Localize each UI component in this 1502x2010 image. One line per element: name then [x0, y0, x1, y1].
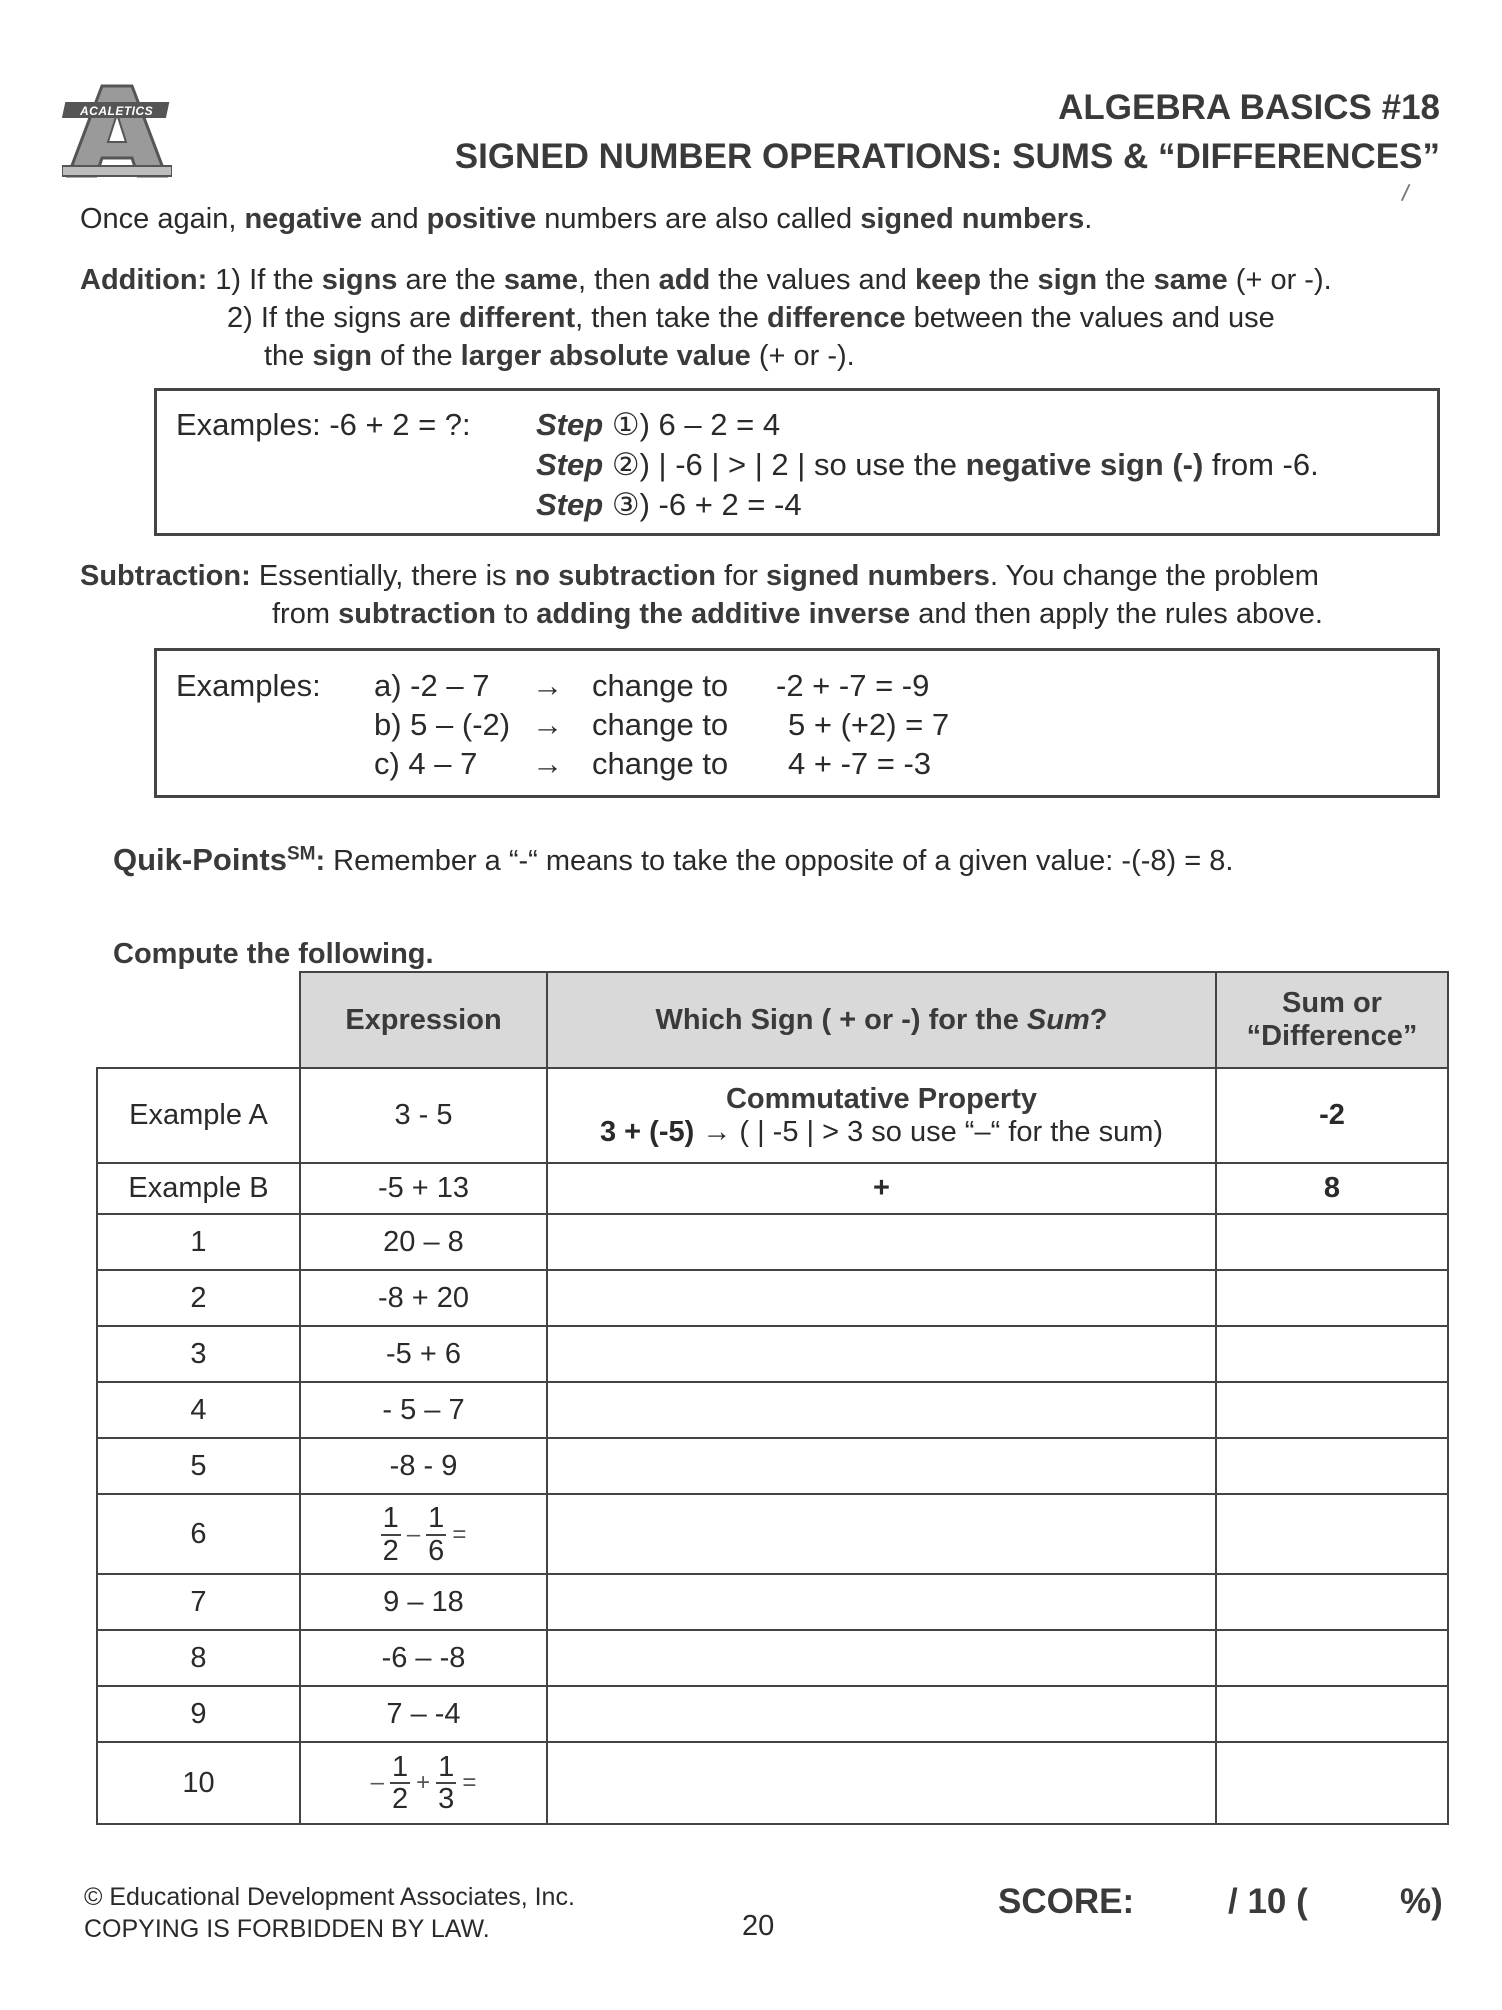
sign-answer-cell[interactable] [547, 1494, 1216, 1574]
row-number: 4 [97, 1382, 300, 1438]
row-expression: -8 - 9 [300, 1438, 547, 1494]
addition-step-2: Step ②) | -6 | > | 2 | so use the negative sign (-) from -6. [536, 447, 1319, 482]
example-b-expr: -5 + 13 [300, 1163, 547, 1214]
addition-rule-2: 2) If the signs are different, then take the difference between the values and use [227, 302, 1275, 334]
table-row [97, 1574, 1448, 1630]
subtraction-rule-2: from subtraction to adding the additive inverse and then apply the rules above. [272, 598, 1323, 630]
subtraction-examples-label: Examples: [176, 668, 321, 703]
example-a-answer: -2 [1216, 1068, 1448, 1163]
example-a-sign: Commutative Property 3 + (-5) → ( | -5 | > 3 so use “–“ for the sum) [547, 1068, 1216, 1163]
example-a-result: -2 + -7 = -9 [776, 668, 930, 703]
intro-line: Once again, negative and positive numbers are also called signed numbers. [80, 203, 1093, 235]
row-expression: 7 – -4 [300, 1686, 547, 1742]
example-b-result: 5 + (+2) = 7 [788, 707, 950, 742]
table-row [97, 1438, 1448, 1494]
header-blank [97, 972, 300, 1068]
table-row-example-a [97, 1068, 1448, 1163]
row-number: 3 [97, 1326, 300, 1382]
exercise-table [96, 971, 1449, 1825]
sum-answer-cell[interactable] [1216, 1686, 1448, 1742]
sum-answer-cell[interactable] [1216, 1630, 1448, 1686]
header-sign: Which Sign ( + or -) for the Sum? [547, 972, 1216, 1068]
example-a-label: Example A [97, 1068, 300, 1163]
addition-label: Addition: [80, 264, 208, 296]
example-c-change: change to [592, 746, 729, 781]
addition-rule-1: Addition: 1) If the signs are the same, then add the values and keep the sign the same (+ or -). [80, 264, 1332, 296]
worksheet-title: ALGEBRA BASICS #18 [1058, 88, 1440, 127]
table-row [97, 1494, 1448, 1574]
sign-answer-cell[interactable] [547, 1214, 1216, 1270]
row-expression: -5 + 6 [300, 1326, 547, 1382]
table-row [97, 1326, 1448, 1382]
addition-rule-2-cont: the sign of the larger absolute value (+ or -). [264, 340, 855, 372]
row-number: 1 [97, 1214, 300, 1270]
example-c-expression: c) 4 – 7 [374, 746, 478, 781]
row-expression: 9 – 18 [300, 1574, 547, 1630]
row-expression: -8 + 20 [300, 1270, 547, 1326]
pencil-mark: / [1399, 179, 1412, 208]
sum-answer-cell[interactable] [1216, 1438, 1448, 1494]
header-sum: Sum or “Difference” [1216, 972, 1448, 1068]
sign-answer-cell[interactable] [547, 1326, 1216, 1382]
table-row [97, 1630, 1448, 1686]
sum-answer-cell[interactable] [1216, 1742, 1448, 1824]
example-b-sign: + [547, 1163, 1216, 1214]
addition-step-3: Step ③) -6 + 2 = -4 [536, 487, 802, 522]
subtraction-rule-1: Subtraction: Essentially, there is no subtraction for signed numbers. You change the problem [80, 560, 1319, 592]
sign-answer-cell[interactable] [547, 1742, 1216, 1824]
row-expression-fraction: – 1 2 + $\frac{1}{3}$ = [300, 1742, 547, 1824]
example-a-change: change to [592, 668, 729, 703]
row-number: 5 [97, 1438, 300, 1494]
example-b-expression: b) 5 – (-2) [374, 707, 511, 742]
addition-step-1: Step ①) 6 – 2 = 4 [536, 407, 781, 442]
row-number: 6 [97, 1494, 300, 1574]
acaletics-logo [62, 80, 172, 180]
row-expression: 20 – 8 [300, 1214, 547, 1270]
sign-answer-cell[interactable] [547, 1630, 1216, 1686]
example-a-arrow: → [532, 668, 563, 703]
sum-answer-cell[interactable] [1216, 1574, 1448, 1630]
row-number: 8 [97, 1630, 300, 1686]
table-row [97, 1382, 1448, 1438]
sign-answer-cell[interactable] [547, 1270, 1216, 1326]
example-b-arrow: → [532, 707, 563, 742]
sum-answer-cell[interactable] [1216, 1214, 1448, 1270]
logo-text: ACALETICS [80, 104, 154, 118]
example-c-arrow: → [532, 746, 563, 781]
example-a-expression: a) -2 – 7 [374, 668, 490, 703]
example-b-label: Example B [97, 1163, 300, 1214]
worksheet-subtitle: SIGNED NUMBER OPERATIONS: SUMS & “DIFFERENCES” [454, 137, 1440, 176]
table-row [97, 1270, 1448, 1326]
row-number: 7 [97, 1574, 300, 1630]
page-number: 20 [742, 1910, 775, 1942]
score-label: SCORE: [998, 1882, 1135, 1921]
score-out-of: / 10 ( [1228, 1882, 1308, 1921]
row-number: 9 [97, 1686, 300, 1742]
example-b-change: change to [592, 707, 729, 742]
sum-answer-cell[interactable] [1216, 1494, 1448, 1574]
subtraction-label: Subtraction: [80, 560, 251, 592]
sum-answer-cell[interactable] [1216, 1326, 1448, 1382]
sign-answer-cell[interactable] [547, 1438, 1216, 1494]
row-number: 10 [97, 1742, 300, 1824]
table-row-example-b [97, 1163, 1448, 1214]
table-row [97, 1686, 1448, 1742]
sign-answer-cell[interactable] [547, 1382, 1216, 1438]
sum-answer-cell[interactable] [1216, 1270, 1448, 1326]
example-c-result: 4 + -7 = -3 [788, 746, 932, 781]
row-number: 2 [97, 1270, 300, 1326]
table-header-row [97, 972, 1448, 1068]
copying-notice: COPYING IS FORBIDDEN BY LAW. [84, 1915, 490, 1943]
quik-points-label: Quik-Points [113, 842, 287, 877]
example-b-answer: 8 [1216, 1163, 1448, 1214]
quik-points: Quik-Points℠: Remember a “-“ means to take the opposite of a given value: -(-8) = 8. [113, 842, 1234, 877]
copyright-text: © Educational Development Associates, Inc. [84, 1883, 575, 1911]
example-a-expr: 3 - 5 [300, 1068, 547, 1163]
score-percent: %) [1400, 1882, 1443, 1921]
addition-examples-label: Examples: -6 + 2 = ?: [176, 407, 471, 442]
table-row [97, 1742, 1448, 1824]
row-expression: - 5 – 7 [300, 1382, 547, 1438]
row-expression-fraction: 1 2 – $\frac{1}{6}$ = [300, 1494, 547, 1574]
compute-heading: Compute the following. [113, 938, 434, 970]
table-row [97, 1214, 1448, 1270]
header-expression: Expression [300, 972, 547, 1068]
sum-answer-cell[interactable] [1216, 1382, 1448, 1438]
sign-answer-cell[interactable] [547, 1686, 1216, 1742]
sign-answer-cell[interactable] [547, 1574, 1216, 1630]
row-expression: -6 – -8 [300, 1630, 547, 1686]
